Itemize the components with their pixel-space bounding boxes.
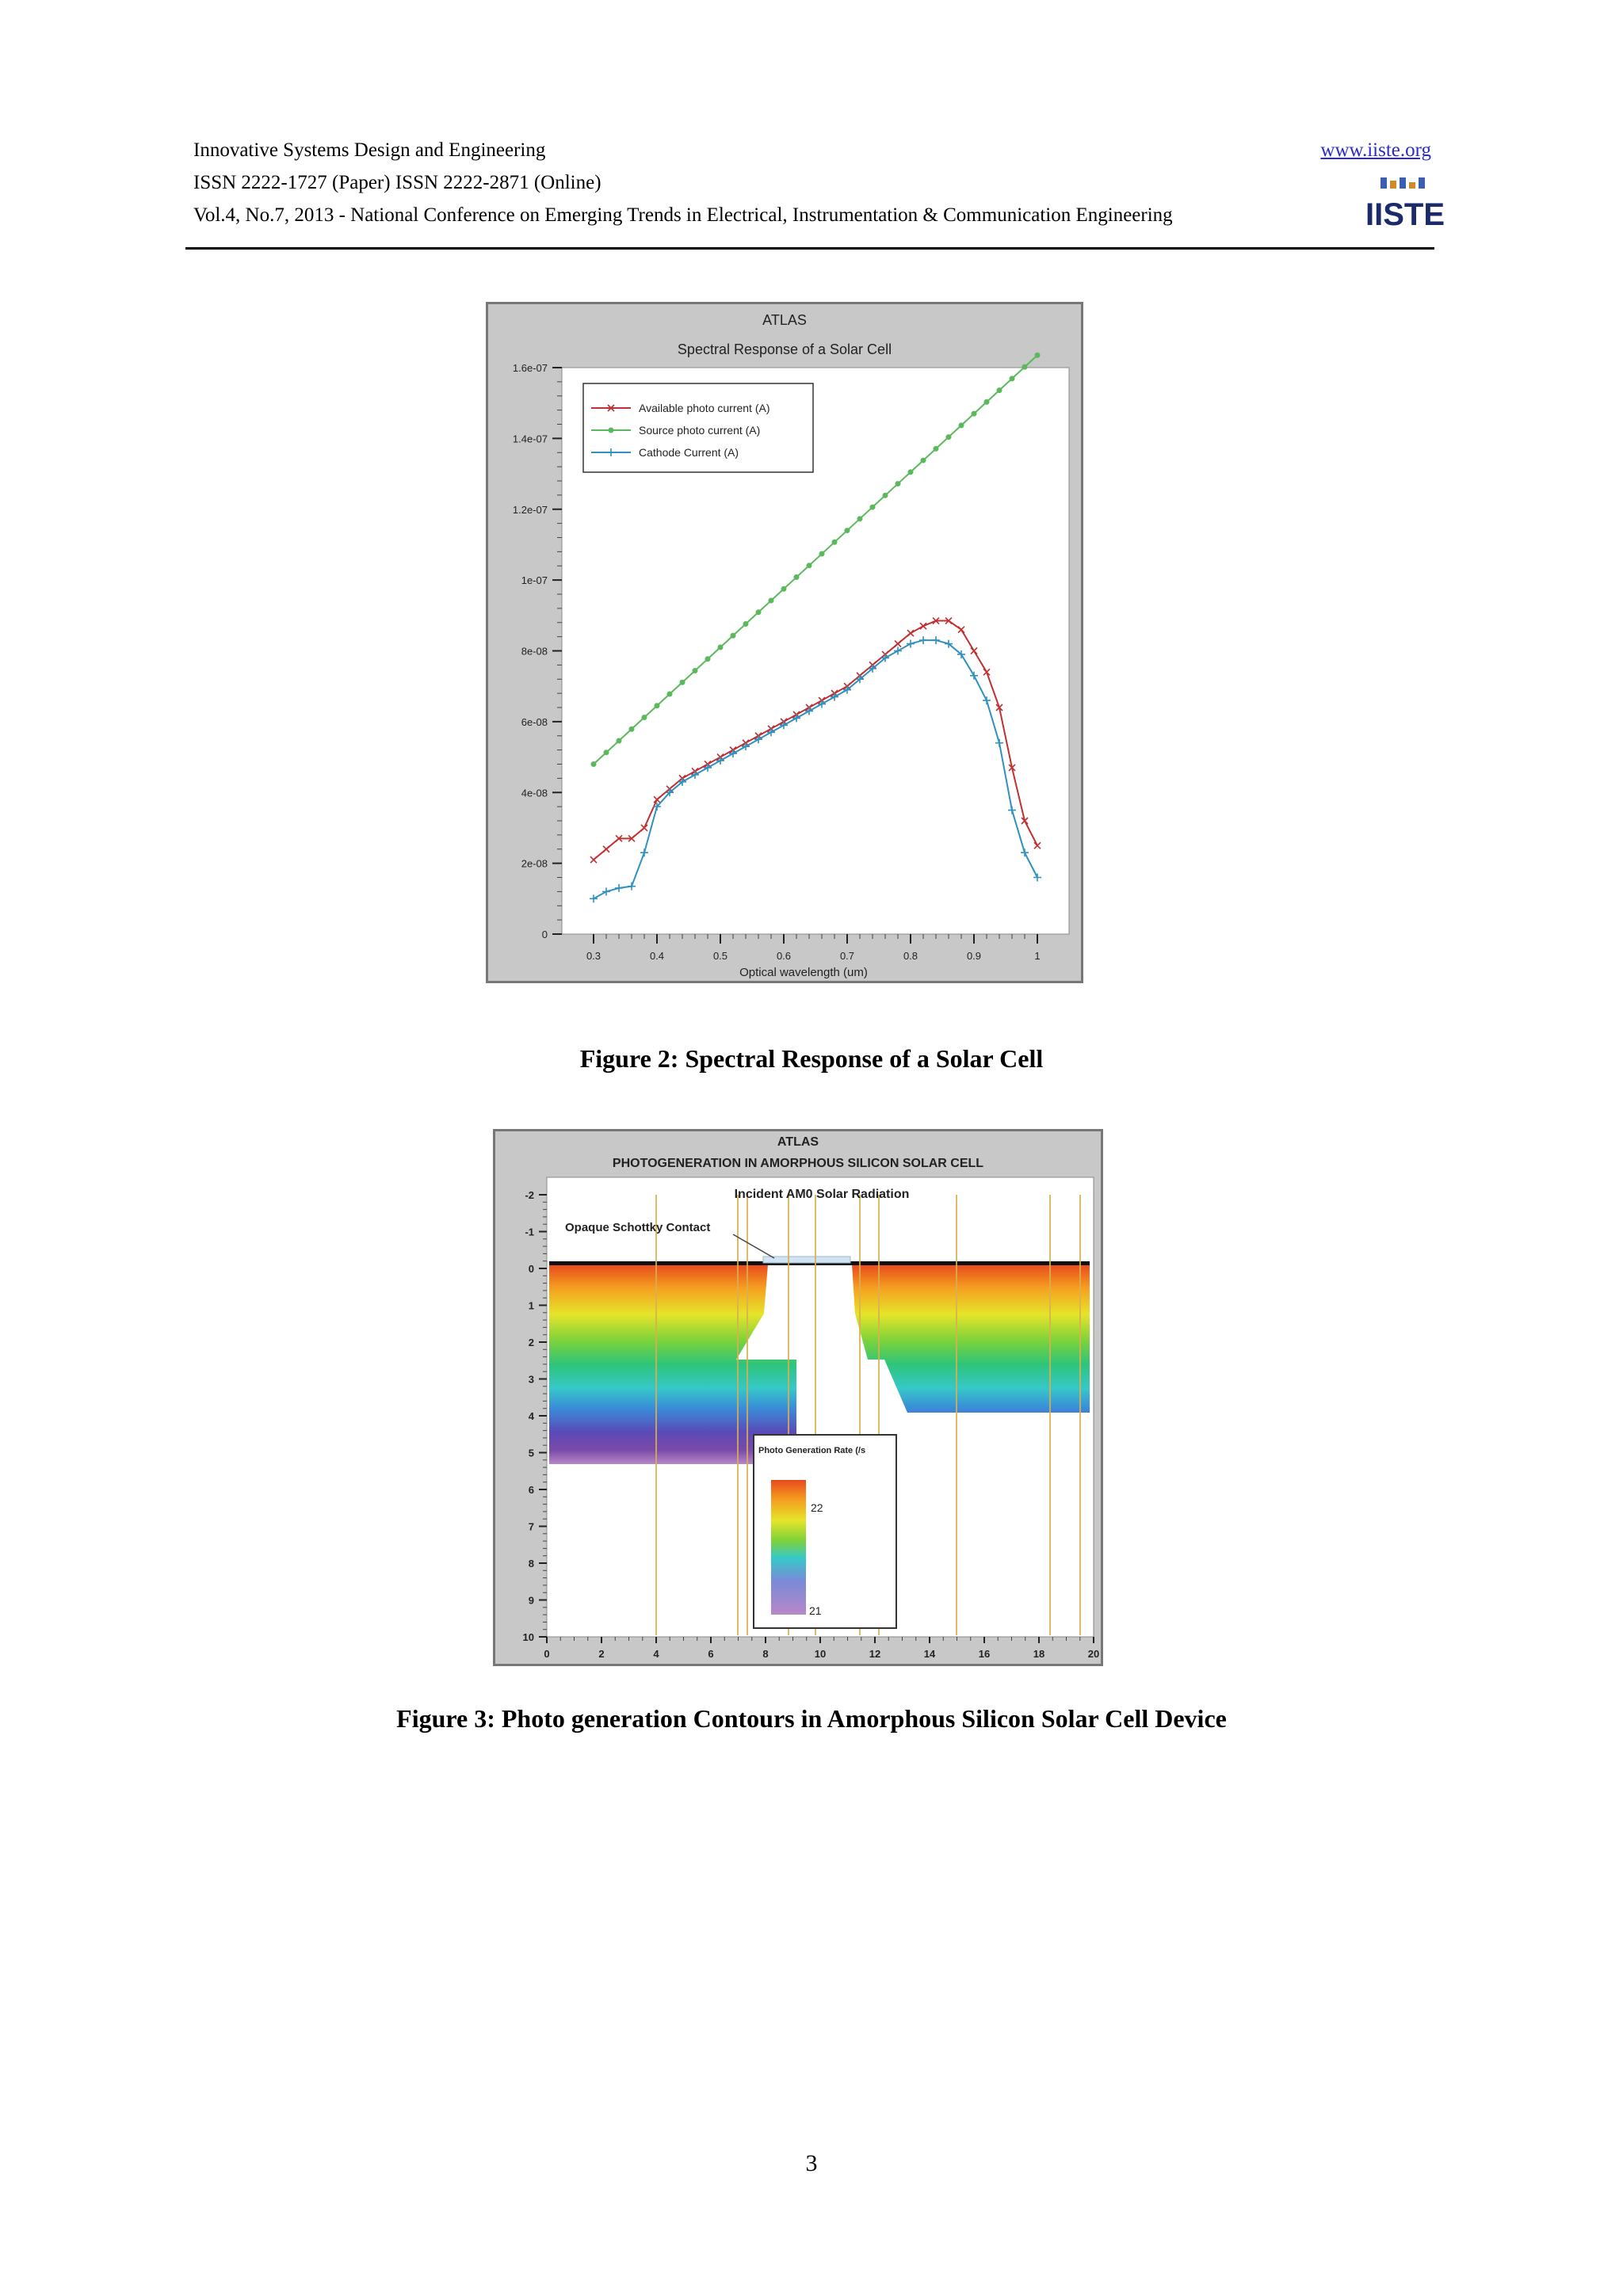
incident-radiation-label: Incident AM0 Solar Radiation: [734, 1188, 910, 1201]
generation-rate-legend: [754, 1435, 896, 1628]
y-tick-label: 1.4e-07: [512, 433, 548, 445]
x-tick-label: 8: [762, 1648, 769, 1660]
x-tick-label: 0.9: [966, 950, 982, 962]
legend-label: Source photo current (A): [639, 424, 761, 437]
data-point: [655, 703, 660, 708]
data-point: [896, 481, 901, 486]
legend-label: Available photo current (A): [639, 402, 770, 414]
x-tick-label: 14: [923, 1648, 936, 1660]
x-tick-label: 12: [869, 1648, 881, 1660]
data-point: [769, 598, 774, 604]
y-tick-label: 4: [528, 1410, 534, 1422]
data-point: [667, 692, 673, 697]
data-point: [1035, 353, 1041, 358]
y-tick-label: 10: [522, 1631, 534, 1643]
data-point: [718, 645, 724, 650]
page-number: 3: [805, 2150, 818, 2176]
data-point: [984, 399, 990, 405]
x-tick-label: 18: [1033, 1648, 1045, 1660]
schottky-contact-label: Opaque Schottky Contact: [565, 1221, 711, 1234]
fig3-x-ticks: [544, 1637, 1099, 1660]
data-point: [794, 574, 800, 580]
data-point: [870, 505, 876, 510]
y-tick-label: -2: [525, 1189, 534, 1201]
data-point: [1022, 364, 1028, 370]
x-tick-label: 0.8: [903, 950, 918, 962]
chart-title: Spectral Response of a Solar Cell: [677, 341, 892, 357]
data-point: [591, 761, 597, 767]
data-point: [1010, 376, 1015, 381]
iiste-logo: [1365, 176, 1445, 232]
data-point: [959, 422, 964, 428]
x-tick-label: 0.4: [649, 950, 665, 962]
legend-label: Cathode Current (A): [639, 446, 739, 459]
y-tick-label: 1.2e-07: [512, 503, 548, 516]
data-point: [642, 715, 647, 720]
x-tick-label: 4: [653, 1648, 659, 1660]
x-tick-label: 2: [598, 1648, 605, 1660]
y-tick-label: 6e-08: [521, 715, 548, 728]
x-tick-label: 20: [1087, 1648, 1100, 1660]
data-point: [857, 516, 863, 521]
y-tick-label: 0: [528, 1263, 534, 1275]
y-tick-label: 8: [528, 1558, 534, 1569]
volume-line: Vol.4, No.7, 2013 - National Conference on Emerging Trends in Electrical, Instrumentation & Communication Engineering: [193, 204, 1173, 226]
legend-low-label: 21: [809, 1604, 822, 1617]
x-tick-label: 0: [544, 1648, 550, 1660]
logo-text: IISTE: [1365, 197, 1445, 232]
chart-legend: [583, 383, 813, 472]
data-point: [972, 411, 977, 417]
y-tick-label: 8e-08: [521, 645, 548, 658]
figure2-caption: Figure 2: Spectral Response of a Solar Cell: [579, 1044, 1044, 1073]
data-point: [781, 586, 787, 592]
data-point: [934, 446, 939, 452]
data-point: [832, 540, 838, 545]
data-point: [705, 656, 711, 662]
data-point: [629, 727, 635, 732]
x-tick-label: 0.3: [586, 950, 601, 962]
fig3-title: PHOTOGENERATION IN AMORPHOUS SILICON SOLAR CELL: [612, 1157, 984, 1170]
journal-name: Innovative Systems Design and Engineering: [193, 139, 546, 161]
x-tick-label: 0.7: [839, 950, 855, 962]
x-axis-label: Optical wavelength (um): [739, 966, 868, 979]
y-tick-label: 6: [528, 1484, 534, 1496]
x-tick-label: 16: [978, 1648, 991, 1660]
spectral-response-chart: [488, 304, 1081, 981]
data-point: [883, 493, 888, 498]
data-point: [845, 528, 850, 533]
x-tick-label: 6: [708, 1648, 714, 1660]
data-point: [743, 621, 749, 627]
legend-color-bar: [771, 1480, 806, 1615]
fig3-title-top: ATLAS: [777, 1135, 819, 1149]
x-tick-label: 10: [814, 1648, 827, 1660]
y-tick-label: 9: [528, 1594, 534, 1607]
data-point: [908, 469, 914, 475]
data-point: [921, 458, 926, 463]
figure2-frame: [486, 302, 1083, 983]
y-tick-label: 7: [528, 1520, 534, 1533]
legend-title: Photo Generation Rate (/s: [758, 1446, 866, 1455]
fig3-y-ticks: [523, 1189, 547, 1643]
data-point: [617, 738, 622, 744]
x-tick-label: 1: [1034, 950, 1041, 962]
y-tick-label: 2: [528, 1337, 534, 1348]
photogeneration-contour-plot: [495, 1131, 1101, 1664]
data-point: [693, 668, 698, 673]
legend-high-label: 22: [811, 1501, 823, 1514]
chart-title-top: ATLAS: [762, 312, 807, 328]
figure3-caption: Figure 3: Photo generation Contours in Amorphous Silicon Solar Cell Device: [396, 1704, 1227, 1733]
schottky-contact: [763, 1257, 850, 1263]
legend-marker: [609, 428, 614, 433]
figure3-frame: [493, 1129, 1103, 1666]
y-tick-label: 1e-07: [521, 574, 548, 587]
y-tick-label: 1: [528, 1299, 534, 1312]
x-tick-label: 0.5: [712, 950, 728, 962]
journal-url-link[interactable]: www.iiste.org: [1320, 139, 1431, 161]
data-point: [946, 434, 952, 440]
data-point: [604, 749, 609, 755]
y-tick-label: 4e-08: [521, 787, 548, 799]
header-rule: [185, 247, 1434, 250]
y-tick-label: 0: [541, 929, 548, 940]
issn-line: ISSN 2222-1727 (Paper) ISSN 2222-2871 (Online): [193, 172, 601, 193]
y-tick-label: 1.6e-07: [512, 362, 548, 374]
data-point: [997, 387, 1002, 393]
y-tick-label: 2e-08: [521, 857, 548, 870]
y-tick-label: 3: [528, 1373, 534, 1386]
x-tick-label: 0.6: [776, 950, 792, 962]
y-tick-label: 5: [528, 1447, 534, 1459]
data-point: [680, 680, 685, 685]
data-point: [731, 633, 736, 639]
data-point: [819, 551, 825, 557]
data-point: [807, 563, 812, 568]
y-tick-label: -1: [525, 1226, 534, 1238]
data-point: [756, 609, 762, 615]
